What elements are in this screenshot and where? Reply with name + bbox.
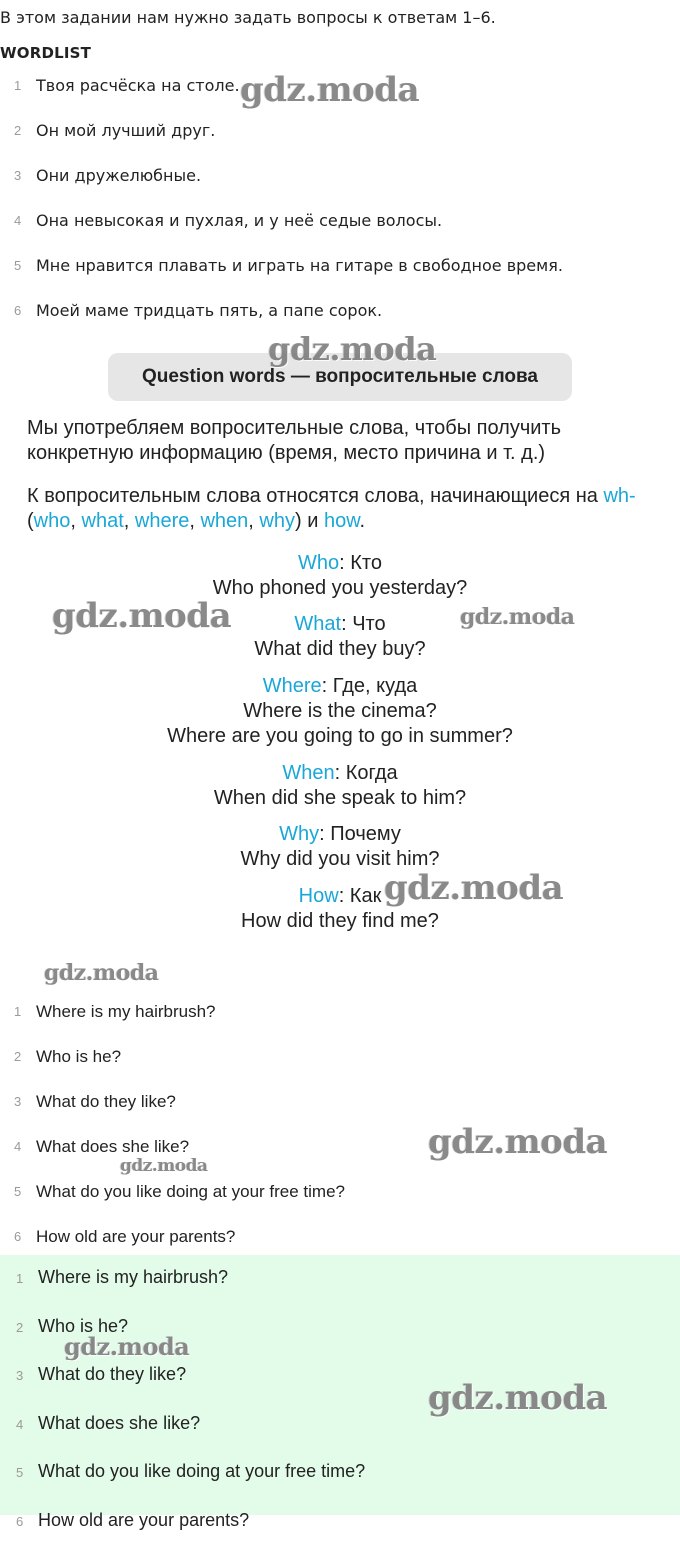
watermark: gdz.moda	[384, 868, 563, 908]
list-item	[0, 213, 680, 258]
list-item	[0, 1463, 680, 1512]
watermark: gdz.moda	[240, 70, 419, 110]
item-number: 2	[14, 123, 26, 138]
section-title: Question words — вопросительные слова	[108, 366, 572, 388]
question-translation: : Почему	[319, 823, 401, 845]
item-text: What does she like?	[36, 1137, 189, 1157]
item-text: How old are your parents?	[38, 1510, 249, 1531]
item-number: 1	[16, 1271, 28, 1286]
item-number: 3	[14, 168, 26, 183]
item-number: 1	[14, 78, 26, 93]
example-sentence: Why did you visit him?	[0, 847, 680, 872]
watermark: gdz.moda	[268, 330, 436, 368]
watermark: gdz.moda	[44, 960, 159, 986]
item-text: Who is he?	[36, 1047, 121, 1067]
item-text: How old are your parents?	[36, 1227, 235, 1247]
task-intro: В этом задании нам нужно задать вопросы к ответам 1–6.	[0, 8, 496, 27]
item-text: Мне нравится плавать и играть на гитаре в свободное время.	[36, 256, 563, 275]
item-number: 2	[14, 1049, 26, 1064]
item-number: 5	[14, 1184, 26, 1199]
example-sentence: How did they find me?	[0, 909, 680, 934]
question-word-when	[0, 761, 680, 811]
item-text: What do you like doing at your free time?	[36, 1182, 345, 1202]
item-text: What does she like?	[38, 1413, 200, 1434]
question-translation: : Где, куда	[322, 675, 418, 697]
question-translation: : Когда	[335, 762, 398, 784]
list-item	[0, 123, 680, 168]
watermark: gdz.moda	[460, 604, 575, 630]
item-text: Where is my hairbrush?	[36, 1002, 216, 1022]
how-word: how	[324, 510, 360, 532]
item-number: 4	[14, 213, 26, 228]
question-word: What	[294, 613, 341, 635]
question-word: Where	[263, 675, 322, 697]
list-item	[0, 1049, 680, 1094]
list-item	[0, 1184, 680, 1229]
wordlist-title: WORDLIST	[0, 44, 91, 62]
wh-prefix: wh-	[603, 485, 635, 507]
list-item	[0, 1512, 680, 1560]
item-number: 2	[16, 1320, 28, 1335]
list-item	[0, 1004, 680, 1049]
item-number: 5	[16, 1465, 28, 1480]
paragraph-wh-words: К вопросительным слова относятся слова, начинающиеся на wh- (who, what, where, when, why) и how.	[27, 484, 667, 534]
item-text: Where is my hairbrush?	[38, 1267, 228, 1288]
example-sentence: Where is the cinema?	[0, 699, 680, 724]
item-text: What do you like doing at your free time?	[38, 1461, 365, 1482]
item-text: Он мой лучший друг.	[36, 121, 215, 140]
question-word: When	[282, 762, 334, 784]
question-word-how	[0, 884, 680, 934]
wh-word: why	[259, 510, 295, 532]
list-item	[0, 1269, 680, 1318]
question-word: How	[299, 885, 339, 907]
question-word: Why	[279, 823, 319, 845]
question-word: Who	[298, 552, 339, 574]
wh-word: where	[135, 510, 189, 532]
watermark: gdz.moda	[428, 1122, 607, 1162]
item-text: What do they like?	[36, 1092, 176, 1112]
question-word-why	[0, 822, 680, 872]
item-number: 4	[14, 1139, 26, 1154]
question-translation: : Кто	[339, 552, 382, 574]
item-number: 3	[16, 1368, 28, 1383]
list-item	[0, 1415, 680, 1464]
item-number: 6	[14, 1229, 26, 1244]
wh-word: when	[200, 510, 248, 532]
item-text: Моей маме тридцать пять, а папе сорок.	[36, 301, 382, 320]
list-item	[0, 258, 680, 303]
item-text: Твоя расчёска на столе.	[36, 76, 240, 95]
paragraph-usage: Мы употребляем вопросительные слова, чтобы получить конкретную информацию (время, место причина и т. д.)	[27, 416, 667, 466]
example-sentence: When did she speak to him?	[0, 786, 680, 811]
question-word-where	[0, 674, 680, 749]
item-text: What do they like?	[38, 1364, 186, 1385]
list-item	[0, 168, 680, 213]
item-number: 6	[16, 1514, 28, 1529]
item-number: 1	[14, 1004, 26, 1019]
wordlist	[0, 78, 680, 348]
example-sentence: Who phoned you yesterday?	[0, 576, 680, 601]
wh-word: what	[82, 510, 124, 532]
question-translation: : Как	[339, 885, 382, 907]
question-word-who	[0, 551, 680, 601]
watermark: gdz.moda	[120, 1156, 208, 1176]
question-translation: : Что	[341, 613, 386, 635]
example-sentence: What did they buy?	[0, 637, 680, 662]
wh-word: who	[34, 510, 71, 532]
item-number: 5	[14, 258, 26, 273]
item-text: Они дружелюбные.	[36, 166, 201, 185]
item-text: Она невысокая и пухлая, и у неё седые волосы.	[36, 211, 442, 230]
example-sentence: Where are you going to go in summer?	[0, 724, 680, 749]
item-number: 3	[14, 1094, 26, 1109]
item-number: 4	[16, 1417, 28, 1432]
watermark: gdz.moda	[52, 596, 231, 636]
watermark: gdz.moda	[64, 1332, 189, 1361]
item-text: Who is he?	[38, 1316, 128, 1337]
watermark: gdz.moda	[428, 1378, 607, 1418]
item-number: 6	[14, 303, 26, 318]
